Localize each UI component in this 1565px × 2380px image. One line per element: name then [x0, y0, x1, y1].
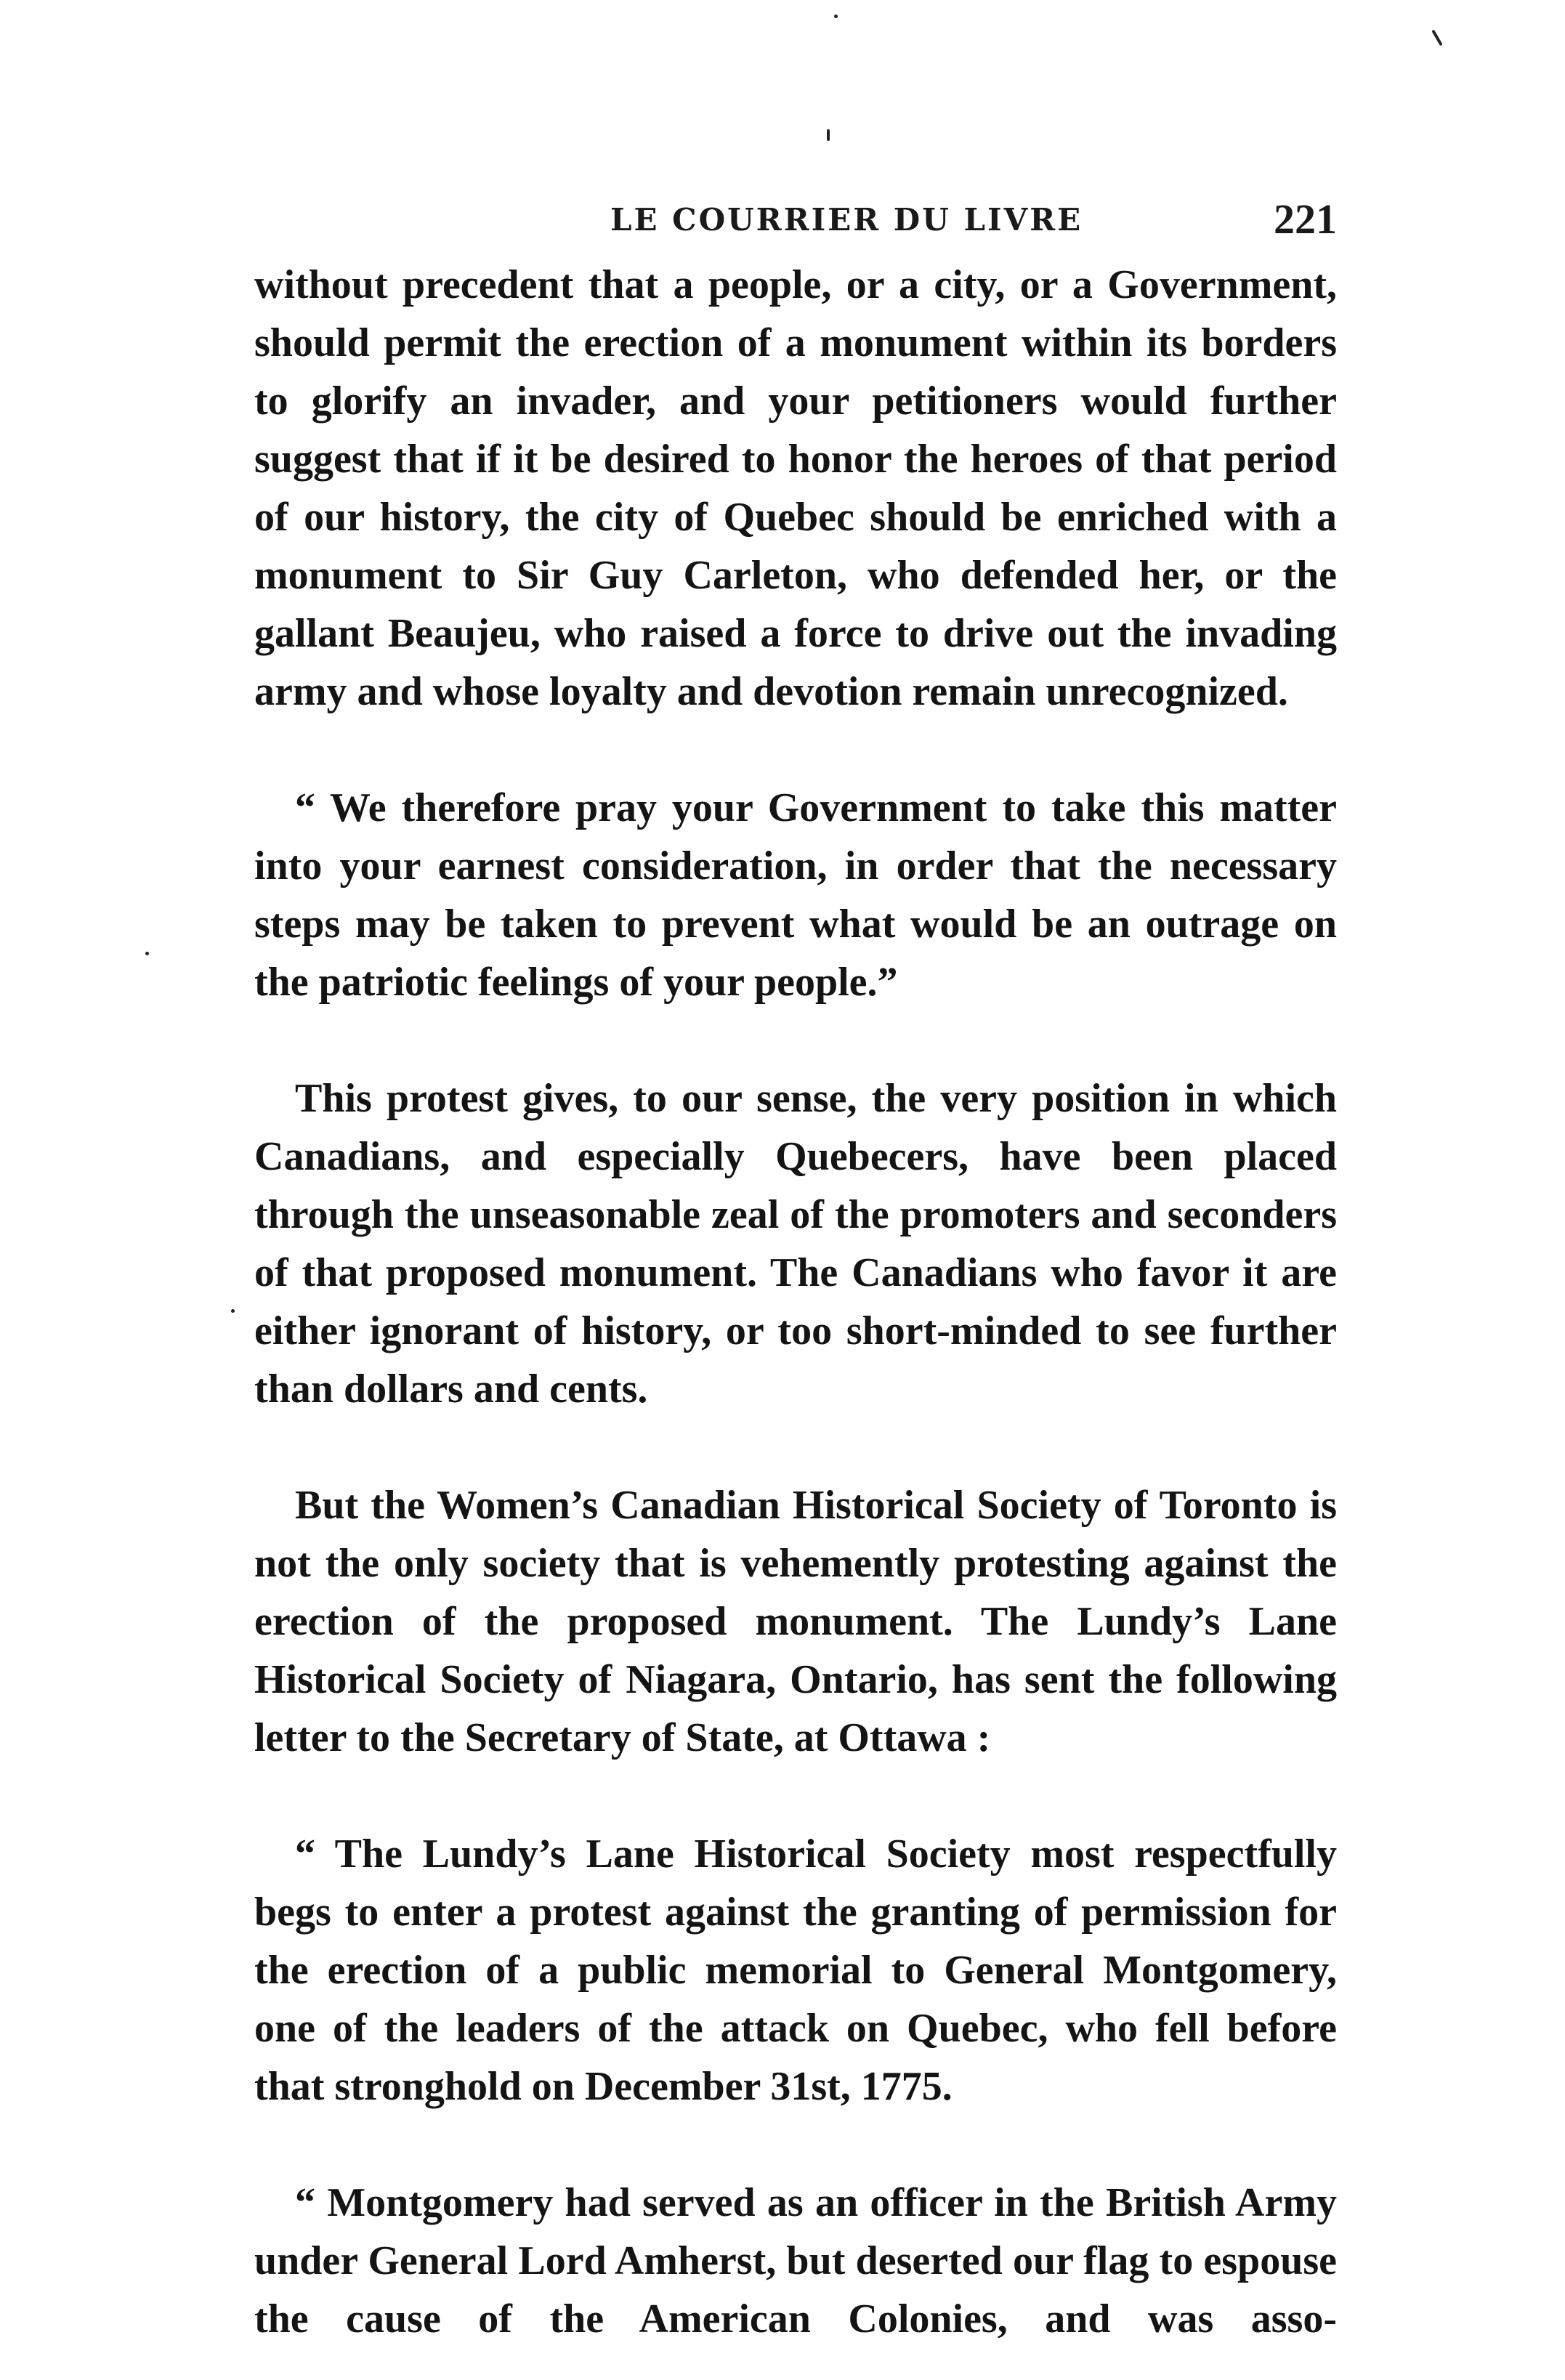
- scan-speck: [1431, 30, 1442, 46]
- scan-speck: [834, 15, 838, 18]
- scan-speck: [231, 1309, 235, 1313]
- scan-speck: [827, 129, 830, 141]
- paragraph-lundys-lane-letter: “ The Lundy’s Lane Historical Society most respectfully begs to enter a protest against the granting of permission for the erection of a public memorial to General Montgomery, one of the leaders of the attack on Quebec, who fell before that stronghold on December 31st, 1775.: [254, 1831, 1337, 2109]
- scan-speck: [145, 952, 149, 955]
- page-number: 221: [1274, 195, 1337, 243]
- paragraph-petition-close: “ We therefore pray your Government to take this matter into your earnest consideration, in order that the necessary steps may be taken to prevent what would be an outrage on the patriotic feelings of your people.”: [254, 785, 1337, 1005]
- page-header: [254, 195, 1337, 253]
- paragraph-protest-commentary: This protest gives, to our sense, the very position in which Canadians, and especially Quebecers, have been placed through the unseasonable zeal of the promoters and seconders of that proposed monument. The Canadians who favor it are either ignorant of history, or too short-minded to see further than dollars and cents.: [254, 1076, 1337, 1412]
- body-text: [254, 256, 1337, 2348]
- paragraph-lundys-lane-intro: But the Women’s Canadian Historical Society of Toronto is not the only society that is vehemently protesting against the erection of the proposed monument. The Lundy’s Lane Historical Society of Niagara, Ontario, has sent the following letter to the Secretary of State, at Ottawa :: [254, 1483, 1337, 1760]
- running-head: LE COURRIER DU LIVRE: [610, 202, 1083, 238]
- paragraph-montgomery: “ Montgomery had served as an officer in the British Army under General Lord Amherst, but deserted our flag to espouse the cause of the American Colonies, and was asso-: [254, 2180, 1337, 2341]
- paragraph-continued: without precedent that a people, or a city, or a Government, should permit the erection of a monument within its borders to glorify an invader, and your petitioners would further suggest that if it be desired to honor the heroes of that period of our history, the city of Quebec should be enriched with a monument to Sir Guy Carleton, who defended her, or the gallant Beaujeu, who raised a force to drive out the invading army and whose loyalty and devotion remain unrecognized.: [254, 262, 1337, 714]
